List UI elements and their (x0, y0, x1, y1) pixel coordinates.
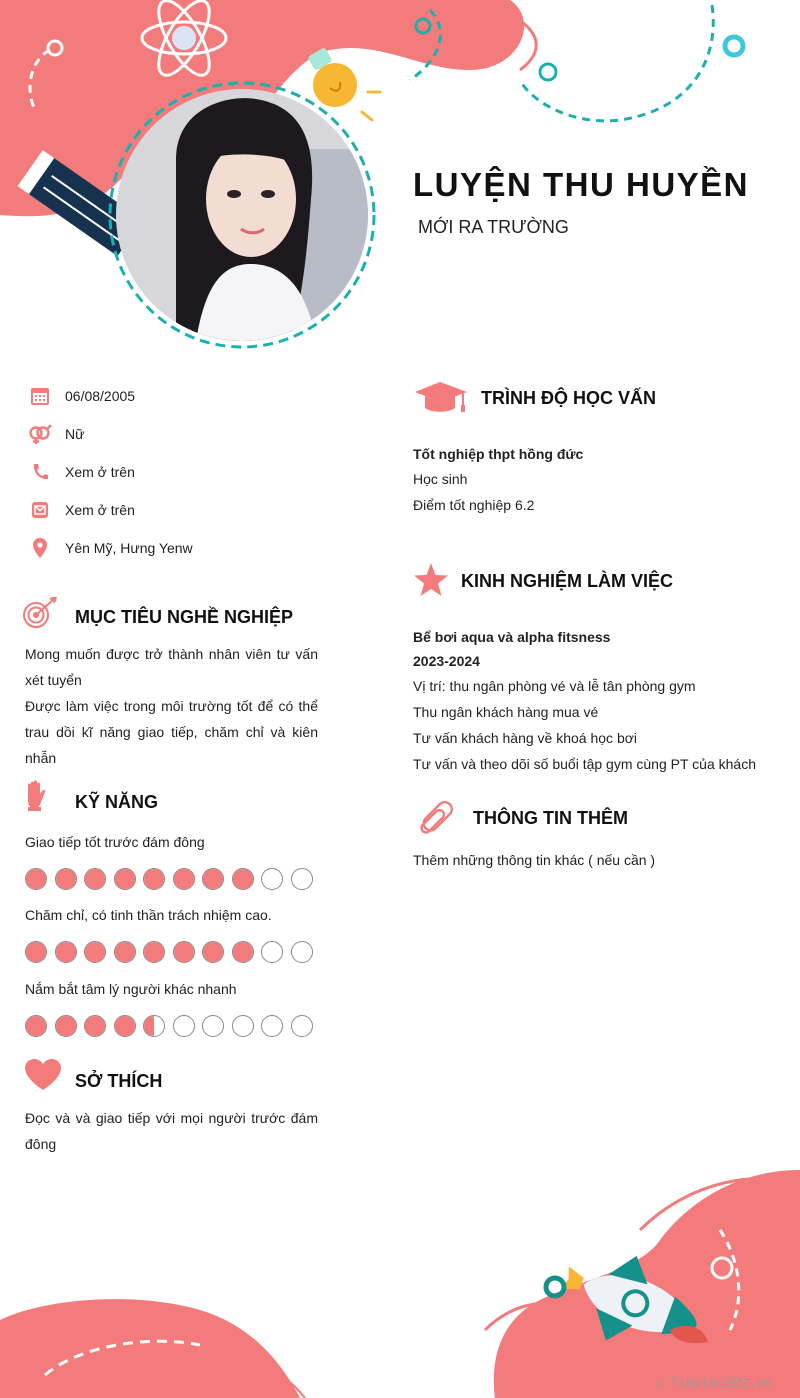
objective-line: Được làm việc trong môi trường tốt để có thể (25, 698, 318, 714)
candidate-name: LUYỆN THU HUYỀN (413, 166, 750, 203)
experience-line: Tư vấn khách hàng về khoá học bơi (413, 730, 638, 746)
skill-dot (232, 941, 254, 963)
education-school: Tốt nghiệp thpt hồng đức (413, 446, 584, 462)
hobbies-heading: SỞ THÍCH (75, 1071, 163, 1091)
skill-dot (261, 941, 283, 963)
contact-email (28, 498, 135, 522)
location-icon (28, 536, 52, 560)
skill-dot (84, 941, 106, 963)
star-icon (413, 563, 449, 597)
objective-line: nhẫn (25, 750, 57, 766)
skill-dot (25, 941, 47, 963)
experience-company: Bể bơi aqua và alpha fitsness (413, 629, 611, 645)
hobbies-line: Đọc và và giao tiếp với mọi người trước đám (25, 1110, 318, 1126)
graduation-cap-icon (413, 380, 469, 414)
skill-dot (232, 1015, 254, 1037)
education-heading: TRÌNH ĐỘ HỌC VẤN (481, 388, 656, 408)
hobbies-line: đông (25, 1136, 57, 1152)
contact-address (28, 536, 193, 560)
skill-dot (55, 941, 77, 963)
hobbies-body (25, 1105, 318, 1157)
paperclip-icon (415, 796, 459, 838)
objective-heading: MỤC TIÊU NGHỀ NGHIỆP (75, 607, 294, 627)
skill-dot (25, 1015, 47, 1037)
skill-dot (143, 941, 165, 963)
skill-rating (25, 1015, 313, 1037)
skill-label: Giao tiếp tốt trước đám đông (25, 834, 205, 850)
skill-dot (202, 941, 224, 963)
skill-dot (25, 868, 47, 890)
experience-line: Tư vấn và theo dõi số buổi tập gym cùng PT của khách (413, 756, 756, 772)
candidate-title: MỚI RA TRƯỜNG (418, 217, 569, 237)
skill-dot (173, 868, 195, 890)
skill-dot (202, 868, 224, 890)
skill-dot (291, 1015, 313, 1037)
skill-dot (114, 1015, 136, 1037)
address-text: Yên Mỹ, Hưng Yenw (65, 540, 193, 556)
skill-label: Chăm chỉ, có tinh thần trách nhiệm cao. (25, 907, 272, 923)
contact-birthdate (28, 384, 136, 408)
education-line: Điểm tốt nghiệp 6.2 (413, 497, 535, 513)
skill-label: Nắm bắt tâm lý người khác nhanh (25, 981, 237, 997)
experience-heading: KINH NGHIỆM LÀM VIỆC (461, 571, 674, 591)
skill-dot (84, 1015, 106, 1037)
skill-dot (114, 868, 136, 890)
skill-dot (143, 1015, 165, 1037)
skill-dot (55, 868, 77, 890)
education-line: Học sinh (413, 471, 468, 487)
email-text: Xem ở trên (65, 502, 135, 518)
skill-dot (143, 868, 165, 890)
profile-photo-image (116, 89, 368, 341)
skill-dot (173, 941, 195, 963)
contact-phone (28, 460, 135, 484)
objective-line: Mong muốn được trở thành nhân viên tư vấn (25, 646, 318, 662)
phone-text: Xem ở trên (65, 464, 135, 480)
contact-gender (28, 422, 85, 446)
phone-icon (28, 460, 52, 484)
skill-dot (291, 941, 313, 963)
skill-rating (25, 868, 313, 890)
extra-heading: THÔNG TIN THÊM (473, 808, 628, 828)
skills-heading: KỸ NĂNG (75, 792, 159, 812)
experience-line: Vị trí: thu ngân phòng vé và lễ tân phòng gym (413, 678, 696, 694)
extra-text: Thêm những thông tin khác ( nếu cần ) (413, 852, 656, 868)
birthdate-text: 06/08/2005 (65, 388, 136, 404)
experience-period: 2023-2024 (413, 653, 480, 669)
skill-dot (261, 868, 283, 890)
skill-dot (261, 1015, 283, 1037)
objective-line: trau dồi kĩ năng giao tiếp, chăm chỉ và kiên (25, 724, 318, 740)
heart-icon (24, 1058, 62, 1092)
skill-dot (232, 868, 254, 890)
skill-dot (84, 868, 106, 890)
skill-dot (114, 941, 136, 963)
objective-body (25, 641, 318, 771)
skill-rating (25, 941, 313, 963)
email-icon (28, 498, 52, 522)
skill-dot (55, 1015, 77, 1037)
calendar-icon (28, 384, 52, 408)
experience-line: Thu ngân khách hàng mua vé (413, 704, 599, 720)
skill-dot (202, 1015, 224, 1037)
skill-dot (173, 1015, 195, 1037)
target-icon (22, 597, 58, 629)
hand-icon (22, 779, 50, 813)
profile-photo (116, 89, 368, 341)
gender-text: Nữ (65, 426, 85, 442)
gender-icon (28, 422, 52, 446)
skill-dot (291, 868, 313, 890)
watermark: ∴ Timviec365.vn (654, 1376, 772, 1391)
objective-line: xét tuyển (25, 672, 82, 688)
